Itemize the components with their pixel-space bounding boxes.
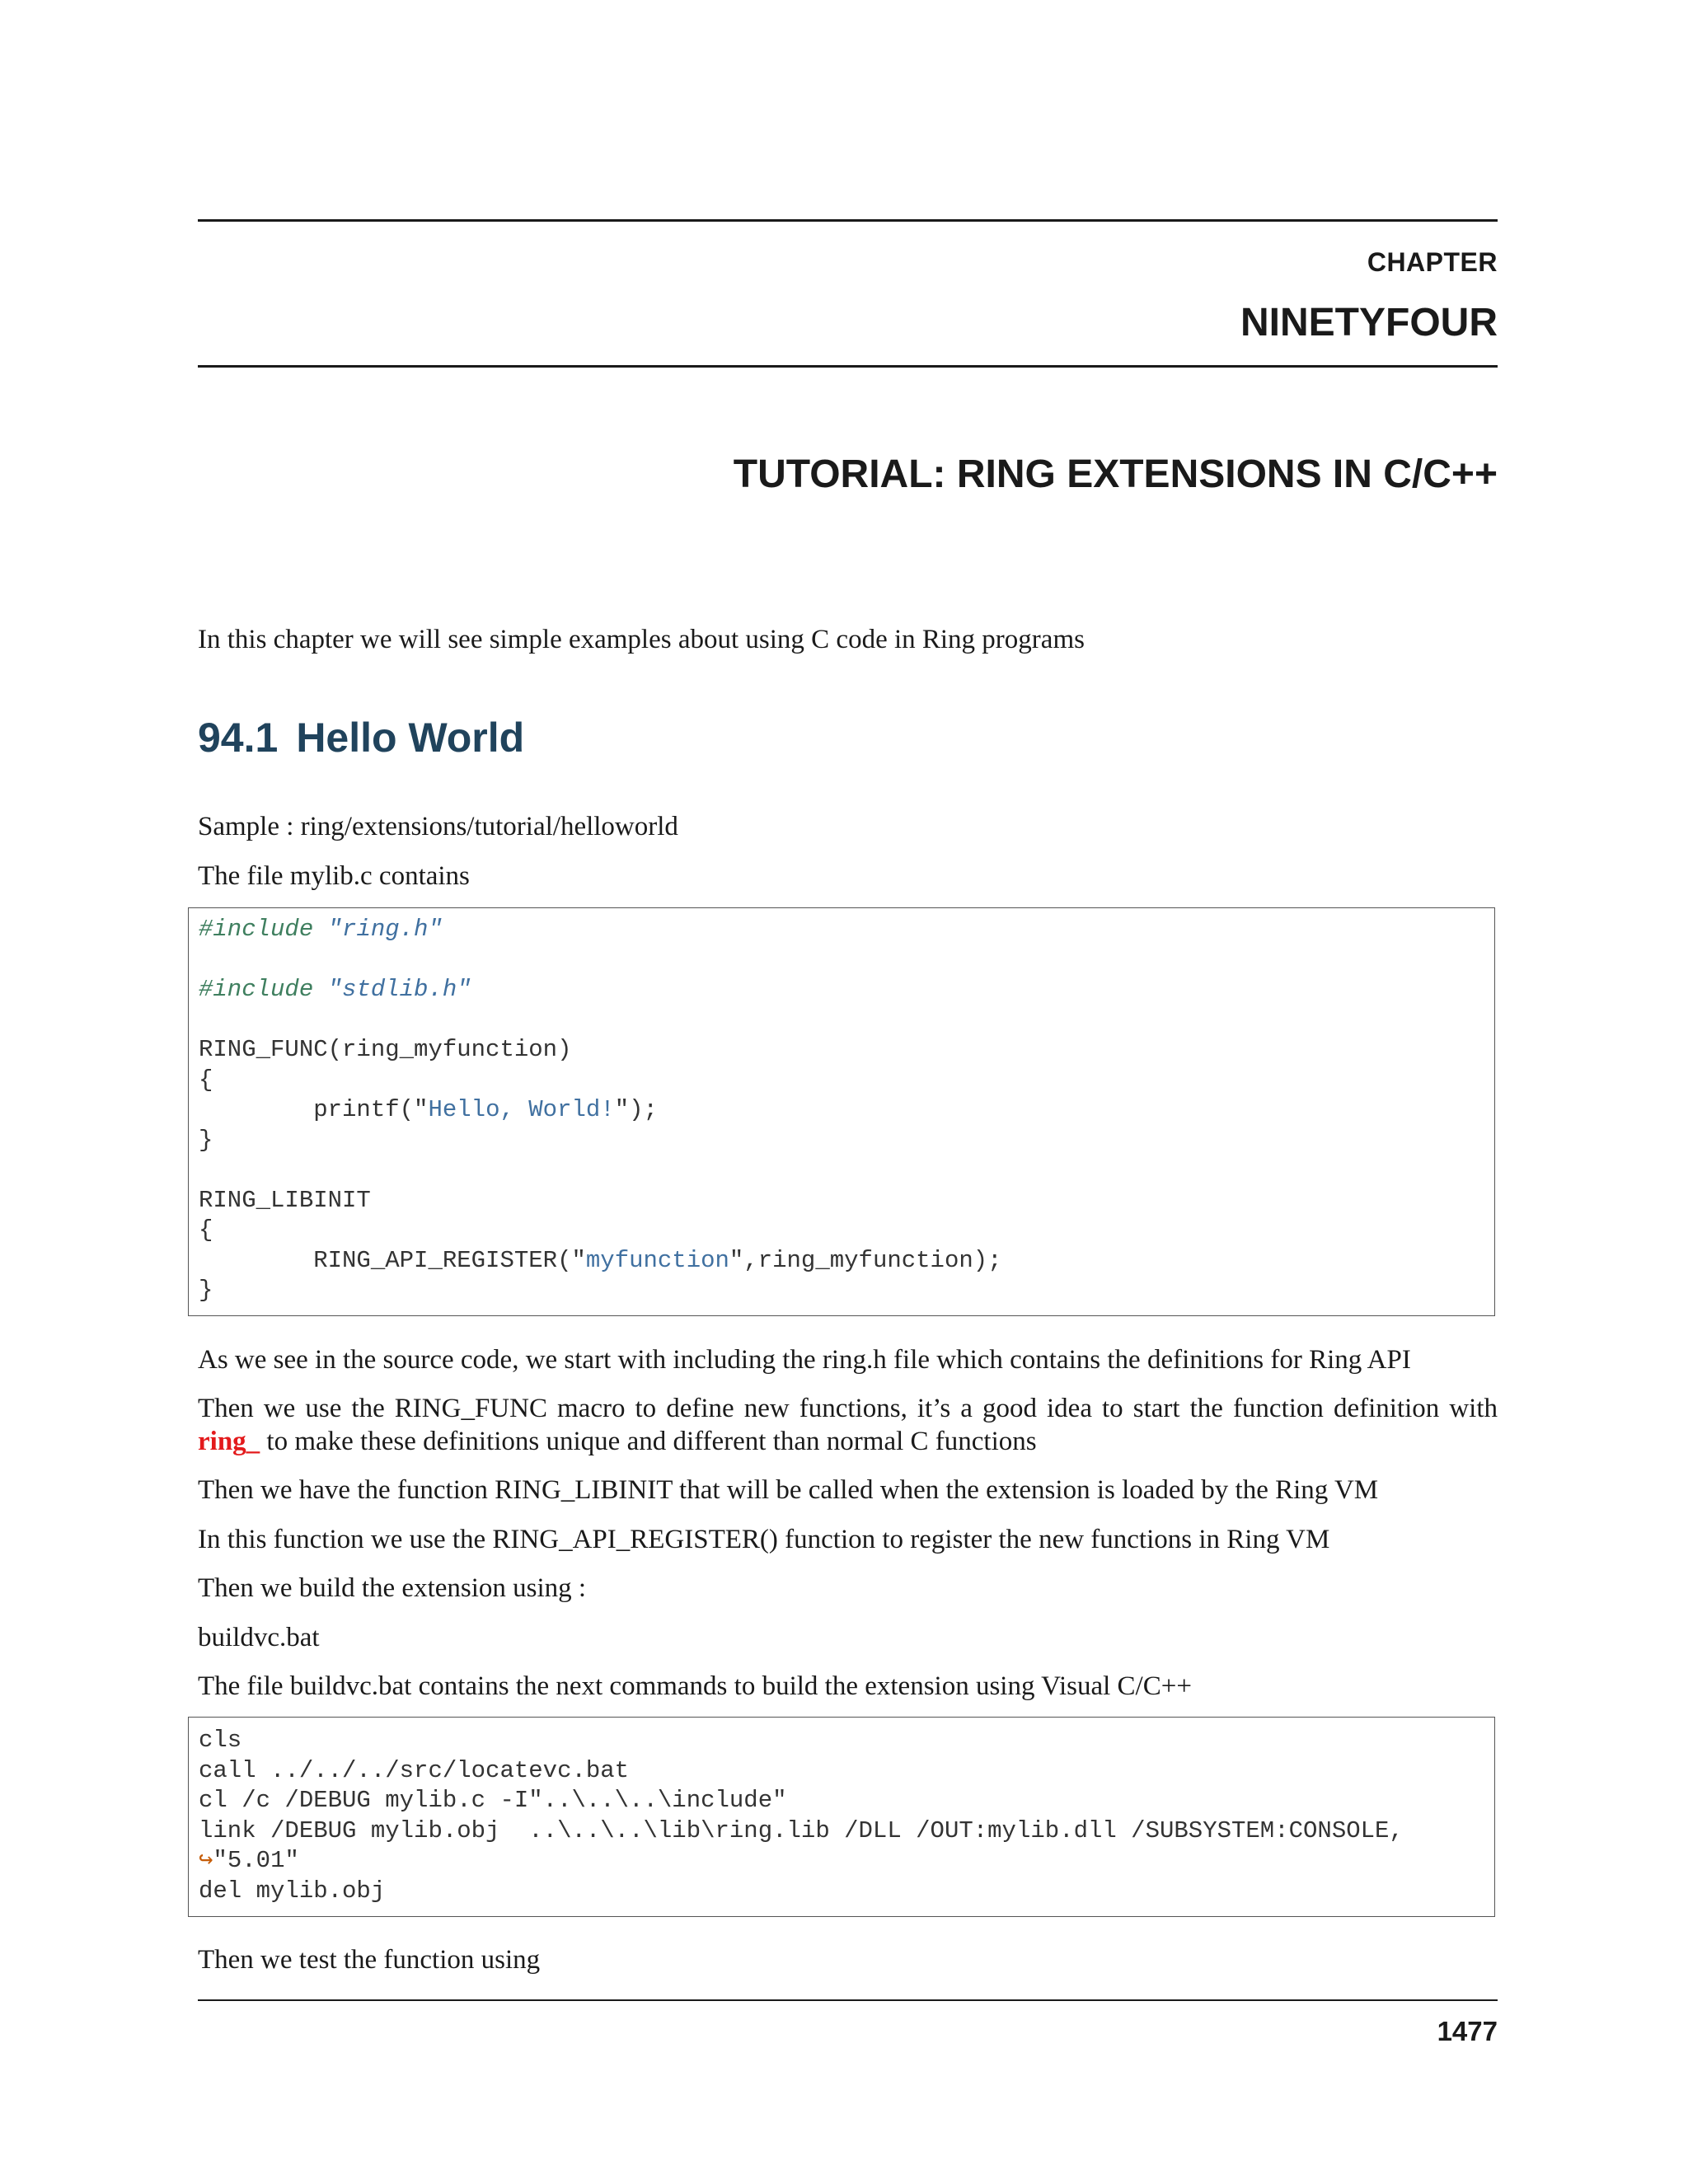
chapter-label: CHAPTER	[1367, 247, 1498, 277]
code-line: {	[199, 1066, 213, 1094]
libinit-paragraph: Then we have the function RING_LIBINIT that will be called when the extension is loaded by the Ring VM	[198, 1475, 1379, 1505]
code-line: cl /c /DEBUG mylib.c -I"..\..\..\include"	[199, 1787, 787, 1814]
line-continuation-icon: ↪	[199, 1847, 213, 1874]
code-line: {	[199, 1216, 213, 1244]
chapter-title: TUTORIAL: RING EXTENSIONS IN C/C++	[733, 452, 1498, 496]
code-line: link /DEBUG mylib.obj ..\..\..\lib\ring.lib /DLL /OUT:mylib.dll /SUBSYSTEM:CONSOLE,	[199, 1816, 1404, 1844]
buildvc-contains-paragraph: The file buildvc.bat contains the next commands to build the extension using Visual C/C++	[198, 1671, 1192, 1701]
code-line: RING_API_REGISTER("myfunction",ring_myfunction);	[199, 1246, 1002, 1274]
code-line: #include "ring.h"	[199, 916, 443, 943]
code-block-mylib-c	[188, 907, 1495, 1316]
sample-path-paragraph: Sample : ring/extensions/tutorial/helloworld	[198, 812, 678, 841]
section-heading	[198, 714, 524, 762]
code-line: }	[199, 1126, 213, 1154]
section-number: 94.1	[198, 715, 279, 761]
code-line: call ../../../src/locatevc.bat	[199, 1756, 630, 1784]
test-paragraph: Then we test the function using	[198, 1945, 541, 1975]
intro-paragraph: In this chapter we will see simple examples about using C code in Ring programs	[198, 625, 1085, 654]
chapter-number: NINETYFOUR	[1240, 301, 1498, 344]
code-line: printf("Hello, World!");	[199, 1096, 658, 1123]
file-contains-paragraph: The file mylib.c contains	[198, 861, 470, 891]
chapter-top-rule	[198, 219, 1498, 222]
code-line: ↪"5.01"	[199, 1847, 299, 1874]
register-paragraph: In this function we use the RING_API_REGISTER() function to register the new functions in Ring VM	[198, 1525, 1330, 1554]
code-line: #include "stdlib.h"	[199, 976, 471, 1003]
code-block-buildvc-bat	[188, 1717, 1495, 1917]
code-line: }	[199, 1277, 213, 1304]
ring-func-paragraph: Then we use the RING_FUNC macro to define new functions, it’s a good idea to start the function definition with ring_ to make these definitions unique and different than normal C functions	[198, 1394, 1498, 1456]
explain-include-paragraph: As we see in the source code, we start with including the ring.h file which contains the definitions for Ring API	[198, 1345, 1411, 1375]
code-line: RING_FUNC(ring_myfunction)	[199, 1036, 572, 1063]
footer-rule	[198, 1999, 1498, 2001]
code-line: del mylib.obj	[199, 1877, 386, 1905]
page-number: 1477	[1437, 2016, 1498, 2046]
chapter-bottom-rule	[198, 365, 1498, 368]
buildvc-paragraph: buildvc.bat	[198, 1623, 320, 1652]
build-using-paragraph: Then we build the extension using :	[198, 1573, 587, 1603]
code-line: RING_LIBINIT	[199, 1186, 371, 1214]
code-line: cls	[199, 1727, 242, 1754]
section-title: Hello World	[296, 715, 525, 761]
ring-prefix-emphasis: ring_	[198, 1427, 260, 1456]
